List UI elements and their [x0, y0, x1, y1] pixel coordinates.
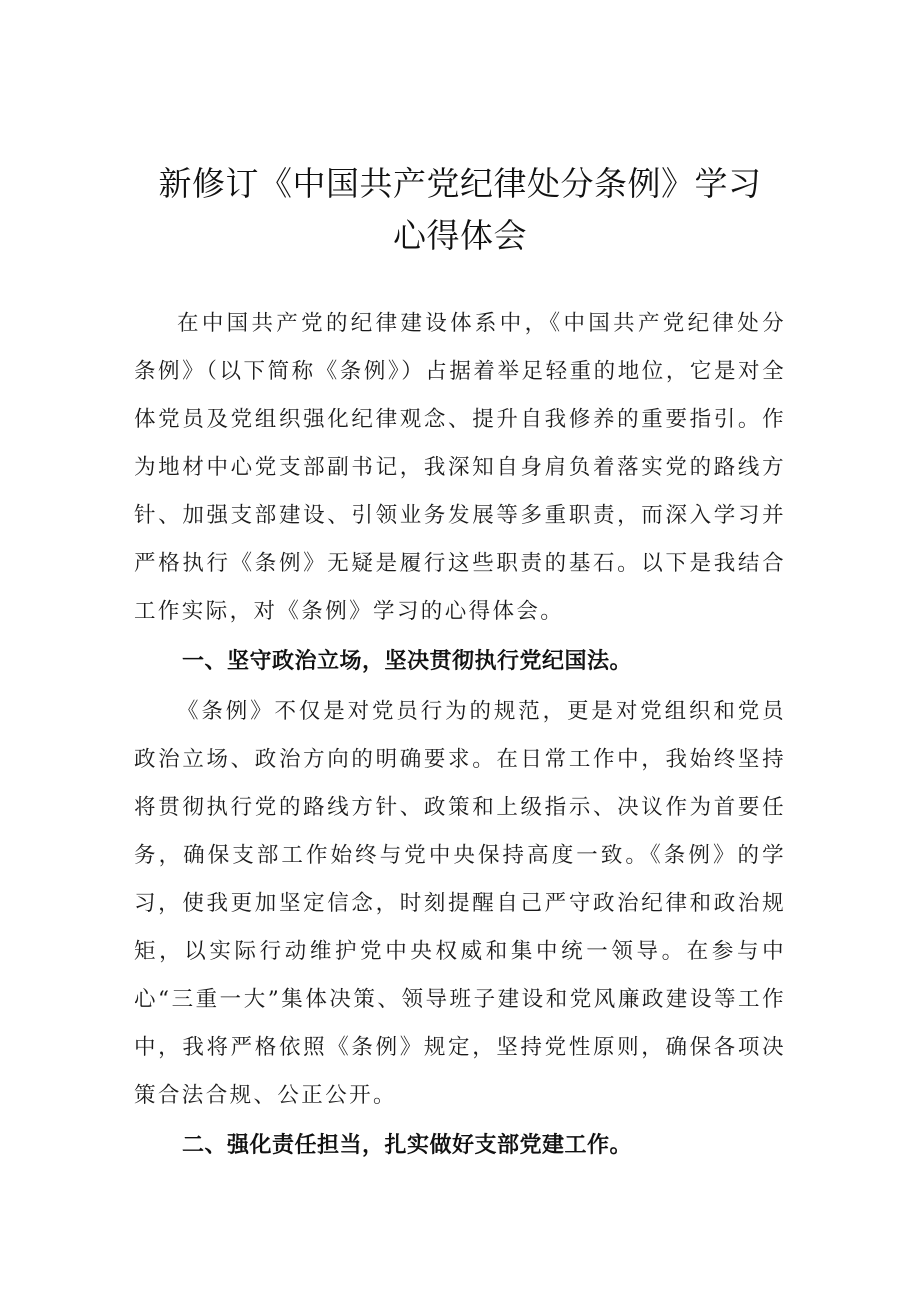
document-title-line2: 心得体会: [393, 216, 527, 255]
body-paragraph-2: 《条例》不仅是对党员行为的规范，更是对党组织和党员政治立场、政治方向的明确要求。在日常工作中，我始终坚持将贯彻执行党的路线方针、政策和上级指示、决议作为首要任务，确保支部工作始终与党中央保持高度一致。《条例》的学习，使我更加坚定信念，时刻提醒自己严守政治纪律和政治规矩，以实际行动维护党中央权威和集中统一领导。在参与中心“三重一大”集体决策、领导班子建设和党风廉政建设等工作中，我将严格依照《条例》规定，坚持党性原则，确保各项决策合法合规、公正公开。: [134, 699, 786, 1108]
section-heading-1: 一、坚守政治立场，坚决贯彻执行党纪国法。: [182, 649, 633, 674]
body-paragraph-1: 在中国共产党的纪律建设体系中，《中国共产党纪律处分条例》（以下简称《条例》）占据着举足轻重的地位，它是对全体党员及党组织强化纪律观念、提升自我修养的重要指引。作为地材中心党支部副书记，我深知自身肩负着落实党的路线方针、加强支部建设、引领业务发展等多重职责，而深入学习并严格执行《条例》无疑是履行这些职责的基石。以下是我结合工作实际，对《条例》学习的心得体会。: [134, 311, 786, 624]
document-title-line1: 新修订《中国共产党纪律处分条例》学习: [158, 164, 762, 203]
section-heading-2: 二、强化责任担当，扎实做好支部党建工作。: [182, 1133, 633, 1158]
